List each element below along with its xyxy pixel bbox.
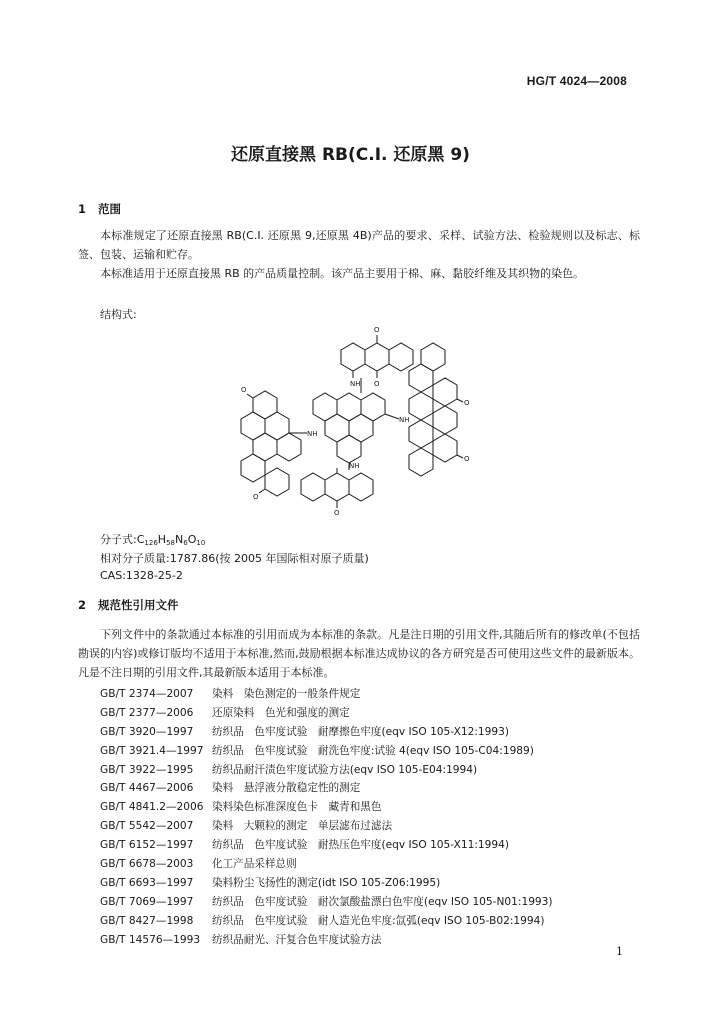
section-2-number: 2 <box>78 598 87 612</box>
reference-code: GB/T 3920—1997 <box>100 725 194 738</box>
ring <box>241 412 265 440</box>
formula-o-count: 10 <box>196 539 206 547</box>
ring <box>409 448 433 476</box>
scope-paragraph-1: 本标准规定了还原直接黑 RB(C.I. 还原黑 9,还原黑 4B)产品的要求、采样、试验方法、检验规则以及标志、标签、包装、运输和贮存。 <box>78 229 640 261</box>
reference-item <box>100 780 553 799</box>
ring <box>277 433 301 461</box>
reference-title: 化工产品采样总则 <box>212 858 297 871</box>
ring <box>361 393 385 421</box>
reference-item <box>100 686 553 705</box>
reference-title: 染料 悬浮液分散稳定性的测定 <box>212 782 361 795</box>
formula-o: O <box>187 533 197 546</box>
reference-title: 染料粉尘飞扬性的测定(idt ISO 105-Z06:1995) <box>212 876 441 889</box>
cas-number: CAS:1328-25-2 <box>100 569 183 582</box>
ring <box>389 343 413 371</box>
amine-label: NH <box>399 416 410 424</box>
reference-code: GB/T 6693—1997 <box>100 876 194 889</box>
ring <box>337 393 361 421</box>
ring <box>301 473 325 501</box>
ring <box>253 433 277 461</box>
normative-intro: 下列文件中的条款通过本标准的引用而成为本标准的条款。凡是注日期的引用文件,其随后所有的修改单(不包括勘误的内容)或修订版均不适用于本标准,然而,鼓励根据本标准达成协议的各方研究是否可使用这些文件的最新版本。凡是不注日期的引用文件,其最新版本适用于本标准。 <box>78 628 640 679</box>
amine-label: NH <box>350 380 361 388</box>
section-2-title: 规范性引用文件 <box>98 598 179 612</box>
reference-code: GB/T 4841.2—2006 <box>100 801 204 814</box>
ring <box>433 378 457 406</box>
formula-prefix: 分子式: <box>100 533 137 546</box>
amine-label: NH <box>307 430 318 438</box>
reference-item <box>100 875 553 894</box>
ring <box>349 473 373 501</box>
section-1-heading <box>78 201 121 217</box>
amine-label: NH <box>349 462 360 470</box>
reference-code: GB/T 6678—2003 <box>100 858 194 871</box>
reference-item <box>100 894 553 913</box>
oxo-label: O <box>241 386 247 394</box>
reference-item <box>100 856 553 875</box>
oxo-label: O <box>374 380 380 388</box>
ring <box>313 393 337 421</box>
oxo-label: O <box>464 399 470 407</box>
scope-paragraph-2: 本标准适用于还原直接黑 RB 的产品质量控制。该产品主要用于棉、麻、黏胶纤维及其织物的染色。 <box>100 267 585 280</box>
ring <box>265 412 289 440</box>
reference-code: GB/T 3921.4—1997 <box>100 744 204 757</box>
reference-title: 纺织品 色牢度试验 耐热压色牢度(eqv ISO 105-X11:1994) <box>212 839 509 852</box>
formula-c: C <box>136 533 145 546</box>
oxo-label: O <box>253 493 259 501</box>
oxo-label: O <box>464 455 470 463</box>
ring <box>409 364 433 392</box>
ring <box>325 414 349 442</box>
reference-code: GB/T 3922—1995 <box>100 763 194 776</box>
reference-item <box>100 932 553 951</box>
reference-title: 纺织品耐光、汗复合色牢度试验方法 <box>212 933 382 946</box>
structural-formula <box>235 318 475 518</box>
ring <box>241 454 265 482</box>
formula-n: N <box>174 533 184 546</box>
reference-title: 还原染料 色光和强度的测定 <box>212 706 350 719</box>
reference-item <box>100 724 553 743</box>
ring <box>421 343 445 371</box>
ring <box>409 392 433 420</box>
ring <box>325 473 349 501</box>
ring <box>433 434 457 462</box>
formula-c-count: 126 <box>144 539 158 547</box>
reference-item <box>100 818 553 837</box>
reference-code: GB/T 2374—2007 <box>100 688 194 700</box>
reference-title: 染料染色标准深度色卡 藏青和黑色 <box>212 801 382 814</box>
reference-item <box>100 913 553 932</box>
reference-code: GB/T 4467—2006 <box>100 782 194 795</box>
document-title: 还原直接黑 RB(C.I. 还原黑 9) <box>231 145 470 165</box>
ring <box>365 343 389 371</box>
formula-h-count: 58 <box>166 539 175 547</box>
structure-label: 结构式: <box>100 308 137 321</box>
reference-item <box>100 799 553 818</box>
ring <box>337 435 361 463</box>
ring <box>253 391 277 419</box>
reference-title: 纺织品 色牢度试验 耐次氯酸盐漂白色牢度(eqv ISO 105-N01:1993) <box>212 895 553 908</box>
section-2-heading <box>78 597 179 613</box>
reference-title: 纺织品耐汗渍色牢度试验方法(eqv ISO 105-E04:1994) <box>212 763 478 776</box>
reference-item <box>100 837 553 856</box>
section-1-number: 1 <box>78 202 87 216</box>
molar-mass: 相对分子质量:1787.86(按 2005 年国际相对原子质量) <box>100 552 369 565</box>
reference-code: GB/T 2377—2006 <box>100 706 194 719</box>
reference-code: GB/T 5542—2007 <box>100 820 194 833</box>
reference-title: 纺织品 色牢度试验 耐洗色牢度:试验 4(eqv ISO 105-C04:1989) <box>212 744 534 757</box>
reference-code: GB/T 6152—1997 <box>100 839 194 852</box>
reference-list <box>100 686 553 950</box>
formula-n-count: 6 <box>183 539 188 547</box>
ring <box>433 406 457 434</box>
reference-title: 纺织品 色牢度试验 耐人造光色牢度:氙弧(eqv ISO 105-B02:1994) <box>212 914 545 927</box>
oxo-label: O <box>334 509 340 517</box>
oxo-label: O <box>374 326 380 334</box>
reference-code: GB/T 7069—1997 <box>100 895 194 908</box>
standard-code: HG/T 4024—2008 <box>526 74 627 88</box>
page-number: 1 <box>616 945 623 958</box>
molecular-formula <box>100 531 205 547</box>
reference-title: 纺织品 色牢度试验 耐摩擦色牢度(eqv ISO 105-X12:1993) <box>212 725 509 738</box>
reference-code: GB/T 8427—1998 <box>100 914 194 927</box>
formula-h: H <box>157 533 167 546</box>
ring <box>349 414 373 442</box>
reference-title: 染料 大颗粒的测定 单层滤布过滤法 <box>212 820 393 833</box>
ring <box>341 343 365 371</box>
reference-title: 染料 染色测定的一般条件规定 <box>212 688 361 700</box>
ring <box>409 420 433 448</box>
reference-item <box>100 705 553 724</box>
ring <box>265 468 289 496</box>
reference-item <box>100 762 553 781</box>
reference-item <box>100 743 553 762</box>
section-1-title: 范围 <box>98 202 121 216</box>
reference-code: GB/T 14576—1993 <box>100 933 201 946</box>
